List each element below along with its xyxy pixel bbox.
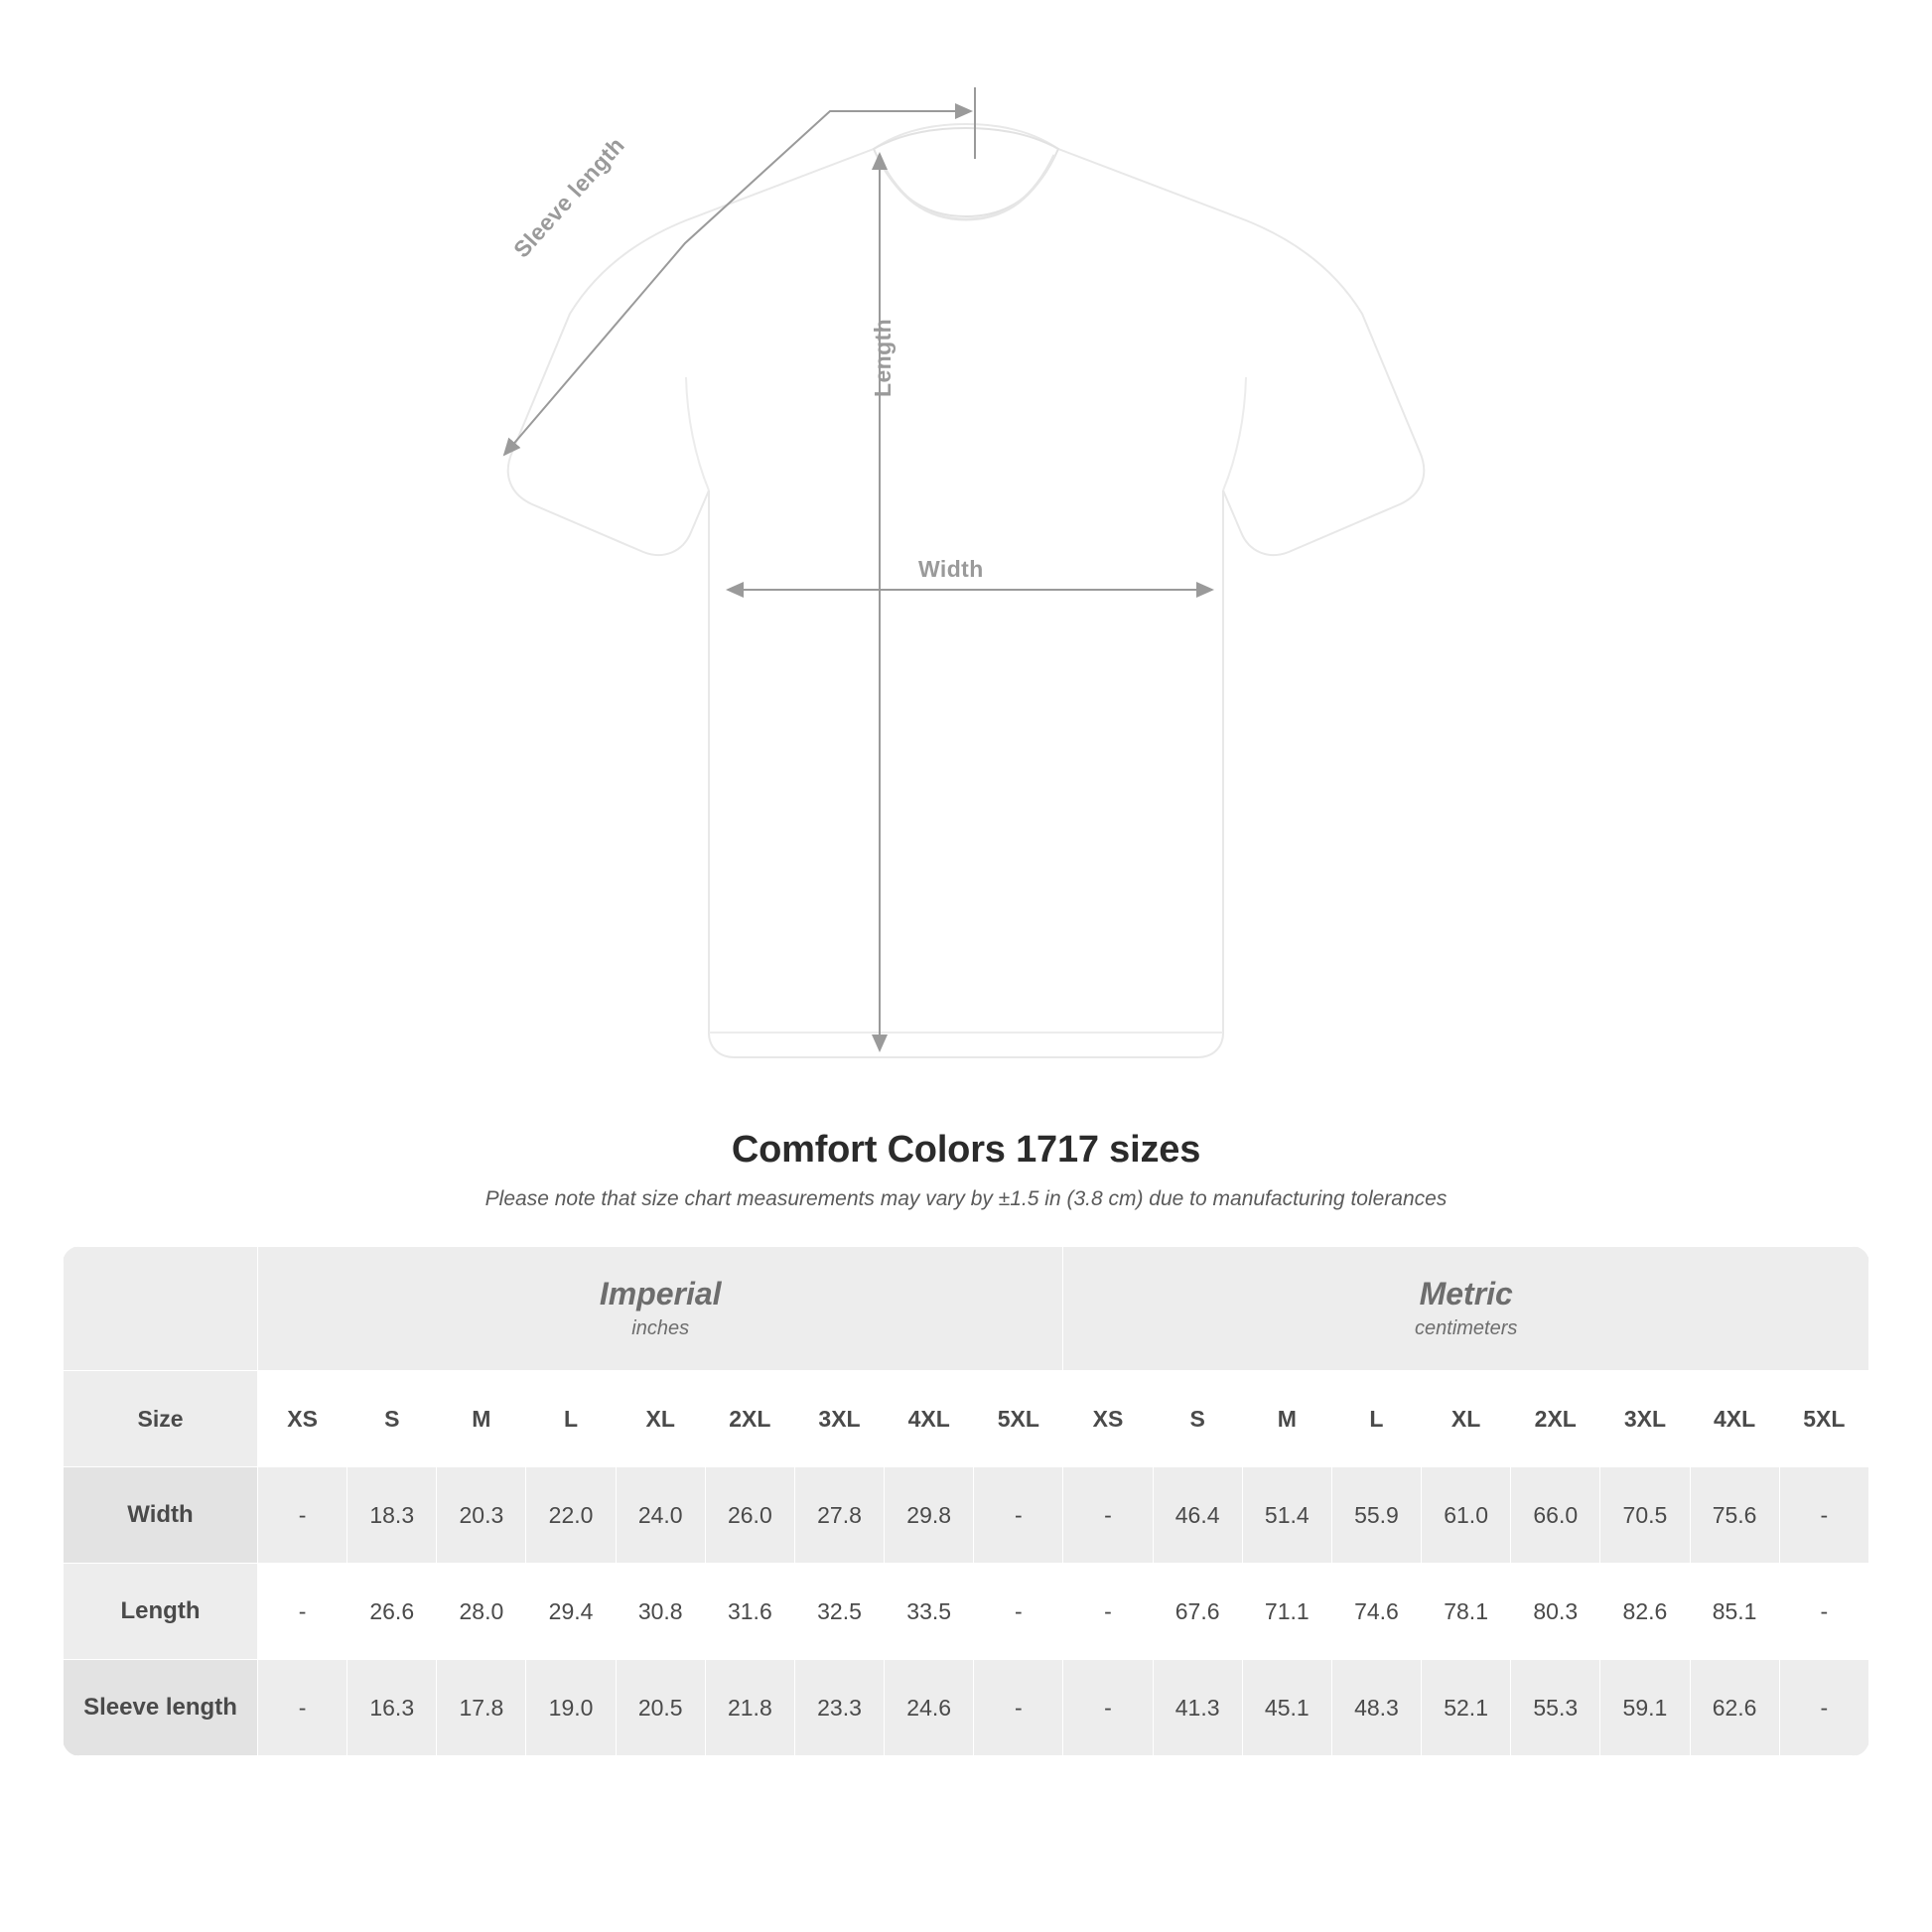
table-row — [64, 1467, 1869, 1564]
size-header-imperial-4xl: 4XL — [885, 1371, 974, 1467]
cell-sleeve-metric-xs: - — [1063, 1660, 1153, 1756]
size-header-metric-l: L — [1331, 1371, 1421, 1467]
cell-length-metric-xl: 78.1 — [1422, 1564, 1511, 1660]
cell-sleeve-imperial-s: 16.3 — [347, 1660, 437, 1756]
unit-metric-sub: centimeters — [1415, 1317, 1518, 1339]
cell-sleeve-imperial-xl: 20.5 — [616, 1660, 705, 1756]
size-header-imperial-xs: XS — [258, 1371, 347, 1467]
cell-sleeve-imperial-l: 19.0 — [526, 1660, 616, 1756]
cell-width-metric-5xl: - — [1779, 1467, 1868, 1564]
size-header-imperial-s: S — [347, 1371, 437, 1467]
cell-width-imperial-4xl: 29.8 — [885, 1467, 974, 1564]
table-row — [64, 1660, 1869, 1756]
cell-width-metric-4xl: 75.6 — [1690, 1467, 1779, 1564]
cell-length-imperial-2xl: 31.6 — [705, 1564, 794, 1660]
row-label-sleeve-length: Sleeve length — [64, 1660, 258, 1756]
title-block — [0, 1129, 1932, 1211]
tolerance-note: Please note that size chart measurements may vary by ±1.5 in (3.8 cm) due to manufacturing tolerances — [484, 1187, 1448, 1210]
cell-length-metric-m: 71.1 — [1242, 1564, 1331, 1660]
cell-length-imperial-4xl: 33.5 — [885, 1564, 974, 1660]
cell-length-metric-xs: - — [1063, 1564, 1153, 1660]
cell-sleeve-imperial-xs: - — [258, 1660, 347, 1756]
cell-sleeve-metric-5xl: - — [1779, 1660, 1868, 1756]
size-header-metric-m: M — [1242, 1371, 1331, 1467]
cell-length-metric-2xl: 80.3 — [1511, 1564, 1600, 1660]
cell-sleeve-imperial-2xl: 21.8 — [705, 1660, 794, 1756]
size-header-metric-3xl: 3XL — [1600, 1371, 1690, 1467]
unit-imperial — [258, 1247, 1063, 1371]
size-header-metric-xs: XS — [1063, 1371, 1153, 1467]
cell-length-imperial-xl: 30.8 — [616, 1564, 705, 1660]
cell-length-imperial-xs: - — [258, 1564, 347, 1660]
cell-sleeve-imperial-4xl: 24.6 — [885, 1660, 974, 1756]
cell-length-imperial-3xl: 32.5 — [794, 1564, 884, 1660]
cell-width-metric-xs: - — [1063, 1467, 1153, 1564]
cell-width-metric-s: 46.4 — [1153, 1467, 1242, 1564]
cell-width-imperial-l: 22.0 — [526, 1467, 616, 1564]
cell-width-metric-3xl: 70.5 — [1600, 1467, 1690, 1564]
size-header-row — [64, 1371, 1869, 1467]
cell-sleeve-metric-xl: 52.1 — [1422, 1660, 1511, 1756]
row-label-length: Length — [64, 1564, 258, 1660]
unit-header-row — [64, 1247, 1869, 1371]
table-row — [64, 1564, 1869, 1660]
cell-width-imperial-xl: 24.0 — [616, 1467, 705, 1564]
page-title: Comfort Colors 1717 sizes — [731, 1129, 1201, 1171]
size-header-imperial-xl: XL — [616, 1371, 705, 1467]
cell-width-imperial-xs: - — [258, 1467, 347, 1564]
size-header-metric-5xl: 5XL — [1779, 1371, 1868, 1467]
row-label-width: Width — [64, 1467, 258, 1564]
cell-sleeve-metric-2xl: 55.3 — [1511, 1660, 1600, 1756]
cell-length-metric-l: 74.6 — [1331, 1564, 1421, 1660]
size-header-metric-xl: XL — [1422, 1371, 1511, 1467]
size-header-imperial-2xl: 2XL — [705, 1371, 794, 1467]
size-header-imperial-m: M — [437, 1371, 526, 1467]
cell-width-metric-l: 55.9 — [1331, 1467, 1421, 1564]
length-dimension-label: Length — [870, 318, 896, 397]
size-table-body — [64, 1247, 1869, 1756]
cell-sleeve-metric-s: 41.3 — [1153, 1660, 1242, 1756]
cell-width-metric-2xl: 66.0 — [1511, 1467, 1600, 1564]
sleeve-length-dimension-label: Sleeve length — [508, 131, 630, 263]
cell-length-imperial-m: 28.0 — [437, 1564, 526, 1660]
unit-row-spacer — [64, 1247, 258, 1371]
cell-width-imperial-3xl: 27.8 — [794, 1467, 884, 1564]
size-header-label: Size — [64, 1371, 258, 1467]
cell-sleeve-imperial-5xl: - — [974, 1660, 1063, 1756]
size-header-metric-s: S — [1153, 1371, 1242, 1467]
cell-width-imperial-s: 18.3 — [347, 1467, 437, 1564]
width-dimension-label: Width — [918, 556, 984, 582]
unit-imperial-sub: inches — [631, 1317, 690, 1339]
cell-width-imperial-5xl: - — [974, 1467, 1063, 1564]
cell-length-metric-5xl: - — [1779, 1564, 1868, 1660]
size-table — [63, 1246, 1869, 1756]
cell-length-imperial-s: 26.6 — [347, 1564, 437, 1660]
cell-sleeve-metric-4xl: 62.6 — [1690, 1660, 1779, 1756]
cell-sleeve-imperial-m: 17.8 — [437, 1660, 526, 1756]
cell-sleeve-imperial-3xl: 23.3 — [794, 1660, 884, 1756]
unit-imperial-name: Imperial — [599, 1276, 722, 1311]
cell-length-imperial-l: 29.4 — [526, 1564, 616, 1660]
unit-metric-name: Metric — [1419, 1276, 1513, 1311]
cell-width-metric-xl: 61.0 — [1422, 1467, 1511, 1564]
size-header-imperial-3xl: 3XL — [794, 1371, 884, 1467]
size-header-imperial-l: L — [526, 1371, 616, 1467]
size-table-container — [63, 1246, 1869, 1756]
cell-length-imperial-5xl: - — [974, 1564, 1063, 1660]
cell-length-metric-s: 67.6 — [1153, 1564, 1242, 1660]
cell-sleeve-metric-m: 45.1 — [1242, 1660, 1331, 1756]
cell-width-imperial-2xl: 26.0 — [705, 1467, 794, 1564]
cell-width-metric-m: 51.4 — [1242, 1467, 1331, 1564]
cell-length-metric-4xl: 85.1 — [1690, 1564, 1779, 1660]
size-header-imperial-5xl: 5XL — [974, 1371, 1063, 1467]
size-header-metric-4xl: 4XL — [1690, 1371, 1779, 1467]
size-header-metric-2xl: 2XL — [1511, 1371, 1600, 1467]
cell-sleeve-metric-3xl: 59.1 — [1600, 1660, 1690, 1756]
cell-sleeve-metric-l: 48.3 — [1331, 1660, 1421, 1756]
cell-length-metric-3xl: 82.6 — [1600, 1564, 1690, 1660]
unit-metric — [1063, 1247, 1869, 1371]
cell-width-imperial-m: 20.3 — [437, 1467, 526, 1564]
